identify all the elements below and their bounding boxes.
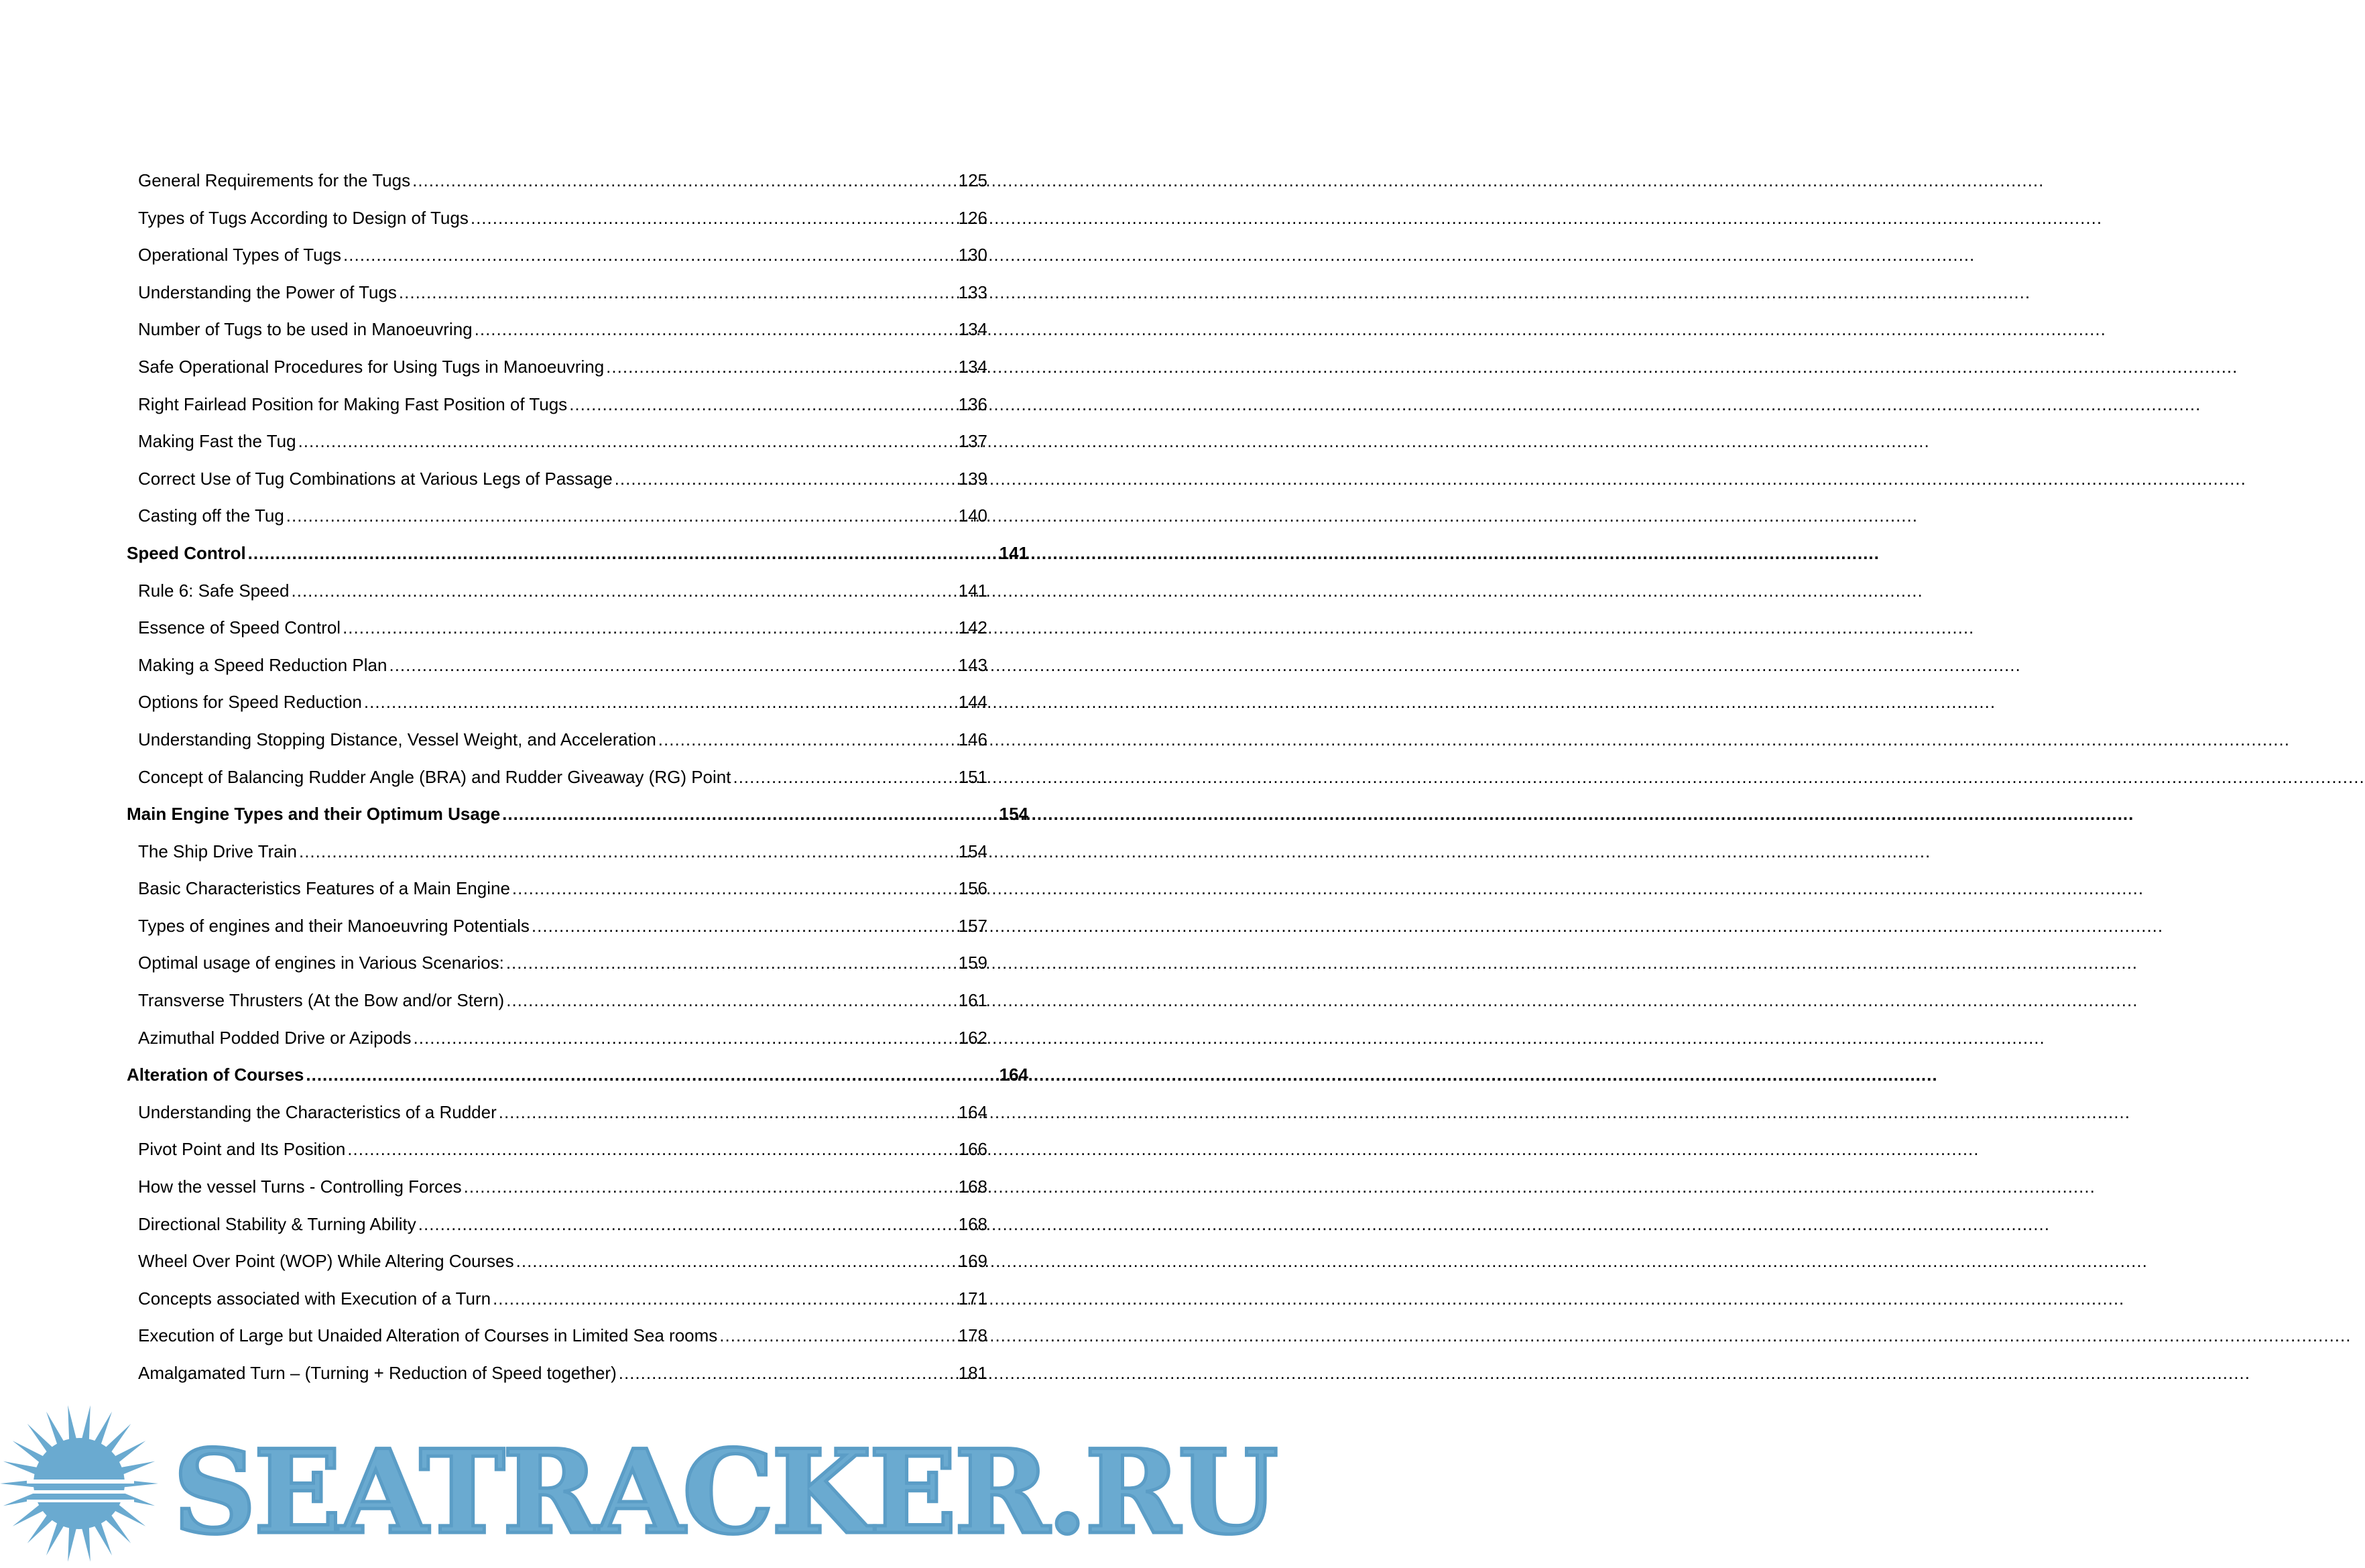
dot-leader (343, 237, 957, 274)
toc-entry[interactable] (0, 274, 987, 312)
toc-entry-page-number: 146 (958, 729, 987, 749)
toc-entry-page-number: 130 (958, 245, 987, 265)
dot-leader (306, 1057, 997, 1094)
dot-leader (499, 1094, 957, 1132)
toc-entry-page-number: 161 (958, 990, 987, 1011)
toc-entry[interactable] (0, 945, 987, 982)
toc-entry-title: Rule 6: Safe Speed (138, 580, 290, 601)
toc-entry-page-number: 141 (999, 542, 1028, 563)
toc-entry-title: Wheel Over Point (WOP) While Altering Courses (138, 1251, 514, 1272)
toc-entry-page-number: 168 (958, 1177, 987, 1197)
toc-entry-title: General Requirements for the Tugs (138, 170, 411, 190)
sun-ray (93, 1412, 112, 1447)
toc-entry-page-number: 137 (958, 431, 987, 452)
toc-section-entry[interactable] (0, 1057, 1028, 1094)
toc-entry-title: Correct Use of Tug Combinations at Various Legs of Passage (138, 468, 613, 489)
toc-entry-title: Alteration of Courses (127, 1065, 304, 1085)
toc-entry-title: Options for Speed Reduction (138, 692, 362, 713)
watermark-text: SEATRACKER.RU (173, 1424, 1276, 1560)
dot-leader (418, 1206, 957, 1244)
toc-entry[interactable] (0, 721, 987, 759)
toc-entry[interactable] (0, 609, 987, 647)
toc-entry[interactable] (0, 311, 987, 349)
toc-entry-page-number: 154 (958, 841, 987, 861)
toc-entry-page-number: 136 (958, 394, 987, 414)
sun-ray (3, 1492, 40, 1506)
toc-entry-title: How the vessel Turns - Controlling Forces (138, 1177, 462, 1197)
toc-entry[interactable] (0, 200, 987, 237)
toc-entry-title: Azimuthal Podded Drive or Azipods (138, 1027, 412, 1048)
dot-leader (414, 1020, 957, 1057)
toc-entry-page-number: 140 (958, 505, 987, 526)
sun-ray (46, 1521, 65, 1556)
sun-ray (119, 1492, 156, 1506)
dot-leader (532, 908, 957, 945)
toc-entry[interactable] (0, 461, 987, 498)
dot-leader (298, 423, 957, 461)
toc-entry[interactable] (0, 423, 987, 461)
toc-entry-title: Understanding the Power of Tugs (138, 282, 397, 302)
toc-entry[interactable] (0, 1094, 987, 1132)
toc-entry[interactable] (0, 647, 987, 684)
toc-entry-title: Directional Stability & Turning Ability (138, 1213, 416, 1234)
toc-entry[interactable] (0, 833, 987, 871)
dot-leader (606, 349, 956, 386)
toc-entry-page-number: 178 (958, 1325, 987, 1346)
dot-leader (502, 796, 997, 833)
toc-entry[interactable] (0, 349, 987, 386)
dot-leader (292, 572, 957, 610)
dot-leader (475, 311, 957, 349)
sun-icon (0, 1404, 174, 1568)
toc-entry[interactable] (0, 908, 987, 945)
dot-leader (347, 1131, 956, 1168)
dot-leader (399, 274, 957, 312)
toc-entry-page-number: 166 (958, 1139, 987, 1160)
toc-entry[interactable] (0, 1280, 987, 1318)
toc-entry-page-number: 126 (958, 207, 987, 228)
dot-leader (615, 461, 957, 498)
dot-leader (364, 684, 957, 721)
toc-entry-title: The Ship Drive Train (138, 841, 297, 861)
toc-entry-title: Right Fairlead Position for Making Fast Position of Tugs (138, 394, 568, 414)
toc-entry-page-number: 168 (958, 1213, 987, 1234)
toc-entry[interactable] (0, 1317, 987, 1355)
sun-ray (68, 1525, 76, 1562)
sun-ray (93, 1521, 112, 1556)
toc-entry-page-number: 164 (999, 1065, 1028, 1085)
toc-entry-title: Essence of Speed Control (138, 617, 341, 638)
dot-leader (286, 497, 957, 535)
toc-entry-page-number: 171 (958, 1288, 987, 1309)
toc-entry-title: Understanding Stopping Distance, Vessel Weight, and Acceleration (138, 729, 656, 749)
toc-entry[interactable] (0, 1355, 987, 1392)
dot-leader (493, 1280, 957, 1318)
toc-section-entry[interactable] (0, 535, 1028, 572)
dot-leader (658, 721, 957, 759)
toc-entry[interactable] (0, 572, 987, 610)
toc-entry-title: Pivot Point and Its Position (138, 1139, 346, 1160)
toc-entry-page-number: 134 (958, 356, 987, 377)
toc-entry-page-number: 157 (958, 915, 987, 936)
dot-leader (516, 1243, 957, 1280)
dot-leader (343, 609, 957, 647)
toc-entry-title: Optimal usage of engines in Various Scenarios: (138, 953, 504, 973)
sun-ray (68, 1405, 76, 1442)
toc-entry-title: Amalgamated Turn – (Turning + Reduction of Speed together) (138, 1363, 617, 1383)
toc-entry-page-number: 162 (958, 1027, 987, 1048)
toc-entry-title: Transverse Thrusters (At the Bow and/or Stern) (138, 990, 505, 1011)
toc-entry-title: Types of Tugs According to Design of Tugs (138, 207, 469, 228)
dot-leader (569, 386, 956, 424)
toc-entry-page-number: 181 (958, 1363, 987, 1383)
toc-entry-page-number: 164 (958, 1101, 987, 1122)
toc-entry[interactable] (0, 684, 987, 721)
toc-entry-page-number: 125 (958, 170, 987, 190)
toc-entry-page-number: 169 (958, 1251, 987, 1272)
toc-entry-page-number: 156 (958, 878, 987, 899)
dot-leader (299, 833, 957, 871)
toc-entry-page-number: 159 (958, 953, 987, 973)
sun-ray (119, 1461, 156, 1475)
dot-leader (512, 870, 957, 908)
toc-entry-title: Making Fast the Tug (138, 431, 296, 452)
toc-entry[interactable] (0, 497, 987, 535)
toc-entry-page-number: 134 (958, 319, 987, 340)
table-of-contents (0, 162, 1108, 1392)
toc-entry-title: Basic Characteristics Features of a Main Engine (138, 878, 510, 899)
toc-entry[interactable] (0, 982, 987, 1020)
toc-entry-title: Main Engine Types and their Optimum Usage (127, 804, 501, 825)
dot-leader (464, 1168, 957, 1206)
toc-entry-page-number: 142 (958, 617, 987, 638)
sun-ray (81, 1405, 90, 1442)
toc-entry[interactable] (0, 1206, 987, 1244)
sun-ray (46, 1412, 65, 1447)
toc-section-entry[interactable] (0, 796, 1028, 833)
toc-entry-title: Speed Control (127, 542, 246, 563)
dot-leader (619, 1355, 957, 1392)
toc-entry-title: Operational Types of Tugs (138, 245, 342, 265)
toc-entry[interactable] (0, 1020, 987, 1057)
toc-entry-title: Making a Speed Reduction Plan (138, 654, 387, 675)
toc-entry-title: Number of Tugs to be used in Manoeuvring (138, 319, 473, 340)
dot-leader (506, 945, 957, 982)
toc-entry[interactable] (0, 386, 987, 424)
dot-leader (719, 1317, 956, 1355)
toc-entry-page-number: 141 (958, 580, 987, 601)
toc-entry-title: Types of engines and their Manoeuvring Potentials (138, 915, 530, 936)
toc-entry-title: Concepts associated with Execution of a Turn (138, 1288, 491, 1309)
dot-leader (389, 647, 956, 684)
dot-leader (412, 162, 957, 200)
dot-leader (506, 982, 956, 1020)
toc-entry[interactable] (0, 759, 987, 796)
toc-entry-page-number: 143 (958, 654, 987, 675)
toc-entry-title: Casting off the Tug (138, 505, 284, 526)
toc-entry[interactable] (0, 1131, 987, 1168)
toc-entry[interactable] (0, 237, 987, 274)
toc-entry-page-number: 133 (958, 282, 987, 302)
toc-entry-page-number: 154 (999, 804, 1028, 825)
dot-leader (733, 759, 956, 796)
toc-entry[interactable] (0, 1243, 987, 1280)
toc-entry-title: Understanding the Characteristics of a Rudder (138, 1101, 497, 1122)
toc-entry[interactable] (0, 870, 987, 908)
toc-entry[interactable] (0, 162, 987, 200)
sun-ray (81, 1525, 90, 1562)
dot-leader (248, 535, 997, 572)
toc-entry[interactable] (0, 1168, 987, 1206)
dot-leader (471, 200, 957, 237)
toc-entry-page-number: 144 (958, 692, 987, 713)
toc-entry-page-number: 151 (958, 766, 987, 787)
sun-ray (3, 1461, 40, 1475)
toc-entry-title: Concept of Balancing Rudder Angle (BRA) and Rudder Giveaway (RG) Point (138, 766, 731, 787)
toc-entry-page-number: 139 (958, 468, 987, 489)
toc-entry-title: Safe Operational Procedures for Using Tugs in Manoeuvring (138, 356, 605, 377)
toc-entry-title: Execution of Large but Unaided Alteration of Courses in Limited Sea rooms (138, 1325, 718, 1346)
